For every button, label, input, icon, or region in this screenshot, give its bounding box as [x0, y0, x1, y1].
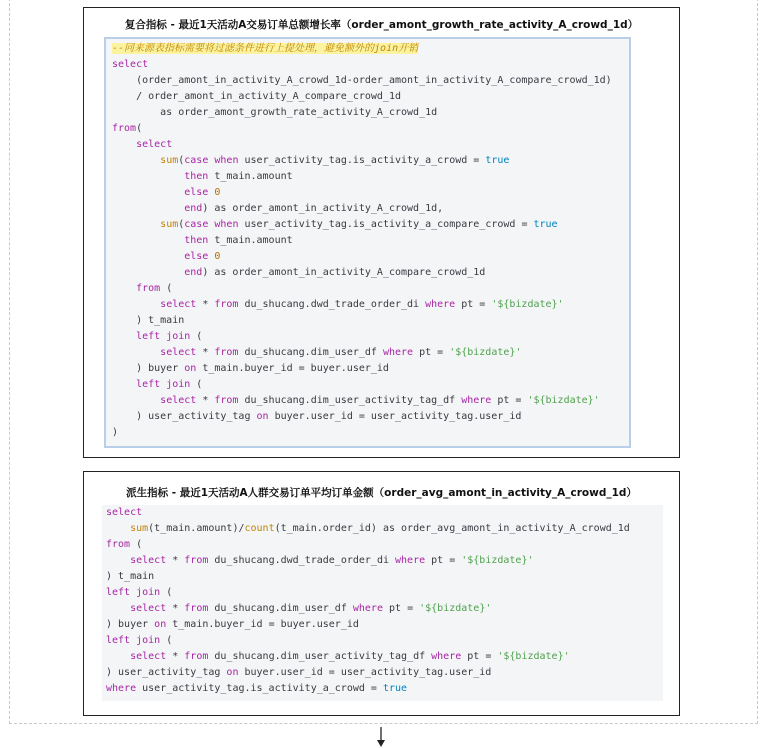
code-token: du_shucang.dim_user_df: [208, 603, 353, 614]
code-token: [112, 203, 184, 214]
code-token: *: [196, 299, 215, 310]
code-token: from: [184, 603, 209, 614]
code-token: du_shucang.dim_user_activity_tag_df: [238, 395, 462, 406]
derived-metric-title: 派生指标 - 最近1天活动A人群交易订单平均订单金额（order_avg_amont_in_activity_A_crowd_1d）: [126, 487, 637, 499]
code-token: *: [196, 347, 215, 358]
code-token: '${bizdate}': [461, 555, 534, 566]
composite-metric-title: 复合指标 - 最近1天活动A交易订单总额增长率（order_amont_growth_rate_activity_A_crowd_1d）: [124, 19, 639, 31]
code-token: end: [184, 203, 203, 214]
code-token: from: [214, 347, 239, 358]
code-token: (: [190, 379, 203, 390]
code-token: [112, 171, 184, 182]
code-token: [112, 299, 160, 310]
code-token: t_main.buyer_id = buyer.user_id: [166, 619, 359, 630]
code-token: true: [485, 155, 510, 166]
code-token: where: [425, 299, 456, 310]
code-line: [106, 505, 630, 521]
arrow-down-icon: [375, 727, 387, 748]
composite-metric-sql: [112, 41, 612, 441]
composite-metric-card: [83, 7, 680, 458]
code-token: on: [184, 363, 197, 374]
code-token: user_activity_tag.is_activity_a_crowd =: [238, 155, 486, 166]
code-token: [112, 139, 136, 150]
code-token: [112, 395, 160, 406]
code-token: [106, 603, 130, 614]
code-token: case: [184, 219, 209, 230]
code-token: (: [178, 219, 185, 230]
code-token: user_activity_tag.is_activity_a_crowd =: [136, 683, 383, 694]
code-line: [106, 665, 630, 681]
code-token: where: [382, 347, 414, 358]
code-token: select: [160, 395, 197, 406]
code-token: left join: [106, 587, 161, 598]
code-token: then: [184, 171, 209, 182]
derived-metric-code-block: [102, 505, 663, 701]
code-line: [112, 313, 612, 329]
code-token: from: [112, 123, 137, 134]
code-token: pt =: [425, 555, 462, 566]
code-token: when: [214, 155, 239, 166]
code-token: then: [184, 235, 209, 246]
code-token: end: [184, 267, 203, 278]
code-line: [106, 633, 630, 649]
code-token: buyer.user_id = user_activity_tag.user_id: [238, 667, 492, 678]
code-token: sum: [160, 155, 179, 166]
code-line: [112, 41, 612, 57]
code-token: select: [130, 555, 167, 566]
code-token: from: [184, 651, 209, 662]
code-token: ) t_main: [112, 315, 185, 326]
code-token: (: [160, 635, 173, 646]
code-line: [106, 601, 630, 617]
code-token: left join: [136, 331, 191, 342]
code-token: [112, 219, 160, 230]
code-token: 0: [214, 187, 221, 198]
code-line: [112, 233, 612, 249]
code-token: du_shucang.dwd_trade_order_di: [208, 555, 396, 566]
code-token: ) as order_amont_in_activity_A_crowd_1d,: [202, 203, 444, 214]
code-line: [112, 73, 612, 89]
code-line: [112, 185, 612, 201]
code-token: (: [130, 539, 143, 550]
code-token: du_shucang.dim_user_df: [238, 347, 383, 358]
code-token: when: [214, 219, 239, 230]
code-token: where: [431, 651, 462, 662]
code-token: select: [112, 59, 149, 70]
code-token: '${bizdate}': [491, 299, 564, 310]
code-token: (order_amont_in_activity_A_crowd_1d-order_amont_in_activity_A_compare_crowd_1d): [112, 75, 612, 86]
code-token: / order_amont_in_activity_A_compare_crowd_1d: [112, 91, 401, 102]
code-token: select: [160, 299, 197, 310]
code-token: [112, 235, 184, 246]
code-token: [112, 331, 136, 342]
code-token: where: [461, 395, 492, 406]
composite-metric-code-block: [104, 37, 631, 448]
code-line: [112, 201, 612, 217]
code-token: (t_main.order_id) as order_avg_amont_in_activity_A_crowd_1d: [274, 523, 630, 534]
code-token: from: [214, 395, 239, 406]
code-line: [112, 281, 612, 297]
code-token: [112, 155, 160, 166]
code-line: [112, 89, 612, 105]
code-token: where: [395, 555, 426, 566]
code-token: where: [106, 683, 137, 694]
code-token: [106, 651, 130, 662]
code-token: pt =: [413, 347, 450, 358]
code-token: left join: [136, 379, 191, 390]
code-token: on: [226, 667, 239, 678]
code-token: from: [184, 555, 209, 566]
code-line: [112, 425, 612, 441]
code-token: '${bizdate}': [527, 395, 600, 406]
code-token: ) buyer: [106, 619, 155, 630]
code-line: [112, 105, 612, 121]
code-token: [112, 251, 184, 262]
code-line: [112, 137, 612, 153]
code-token: (: [160, 283, 173, 294]
code-token: count: [244, 523, 275, 534]
code-token: order_amont_growth_rate_activity_A_crowd_1d: [178, 107, 438, 118]
code-token: from: [106, 539, 131, 550]
code-token: pt =: [455, 299, 492, 310]
code-token: ) buyer: [112, 363, 185, 374]
code-line: [106, 681, 630, 697]
code-token: (t_main.amount)/: [148, 523, 245, 534]
code-token: --同来源表指标需要将过滤条件进行上提处理，避免额外的join开销: [112, 43, 419, 54]
code-token: *: [166, 555, 185, 566]
code-token: where: [352, 603, 383, 614]
code-line: [106, 537, 630, 553]
code-token: from: [214, 299, 239, 310]
code-token: [112, 379, 136, 390]
code-token: '${bizdate}': [419, 603, 492, 614]
code-line: [106, 553, 630, 569]
code-token: (: [136, 123, 143, 134]
code-token: on: [256, 411, 269, 422]
code-token: true: [382, 683, 408, 694]
code-token: du_shucang.dim_user_activity_tag_df: [208, 651, 432, 662]
code-token: select: [130, 603, 167, 614]
code-token: select: [106, 507, 143, 518]
code-token: ) t_main: [106, 571, 155, 582]
code-line: [106, 569, 630, 585]
code-token: ) user_activity_tag: [106, 667, 227, 678]
code-token: buyer.user_id = user_activity_tag.user_id: [268, 411, 522, 422]
code-token: [112, 347, 160, 358]
code-token: (: [160, 587, 173, 598]
code-line: [106, 521, 630, 537]
code-token: t_main.amount: [208, 171, 293, 182]
code-token: pt =: [491, 395, 528, 406]
code-line: [112, 265, 612, 281]
code-token: sum: [130, 523, 149, 534]
code-token: ) user_activity_tag: [112, 411, 257, 422]
code-token: pt =: [461, 651, 498, 662]
code-token: *: [166, 603, 185, 614]
code-token: as: [112, 107, 179, 118]
code-token: ): [112, 427, 119, 438]
code-token: true: [533, 219, 558, 230]
code-token: [112, 187, 184, 198]
code-line: [112, 345, 612, 361]
code-token: select: [136, 139, 173, 150]
code-token: select: [160, 347, 197, 358]
code-token: *: [166, 651, 185, 662]
code-token: '${bizdate}': [449, 347, 522, 358]
code-line: [112, 393, 612, 409]
code-line: [112, 169, 612, 185]
code-line: [112, 217, 612, 233]
code-token: select: [130, 651, 167, 662]
code-token: ) as order_amont_in_activity_A_compare_crowd_1d: [202, 267, 486, 278]
code-token: du_shucang.dwd_trade_order_di: [238, 299, 426, 310]
code-line: [112, 329, 612, 345]
code-line: [112, 377, 612, 393]
code-line: [112, 121, 612, 137]
code-line: [106, 649, 630, 665]
code-token: case: [184, 155, 209, 166]
code-token: (: [178, 155, 185, 166]
code-token: 0: [214, 251, 221, 262]
code-token: user_activity_tag.is_activity_a_compare_crowd =: [238, 219, 534, 230]
code-token: [106, 555, 130, 566]
code-token: [112, 283, 136, 294]
code-token: *: [196, 395, 215, 406]
code-line: [112, 409, 612, 425]
code-token: '${bizdate}': [497, 651, 570, 662]
code-token: [112, 267, 184, 278]
code-token: left join: [106, 635, 161, 646]
code-line: [112, 297, 612, 313]
code-line: [112, 57, 612, 73]
code-line: [112, 249, 612, 265]
code-line: [112, 153, 612, 169]
code-token: t_main.amount: [208, 235, 293, 246]
code-token: sum: [160, 219, 179, 230]
code-token: from: [136, 283, 161, 294]
code-token: t_main.buyer_id = buyer.user_id: [196, 363, 389, 374]
code-line: [106, 617, 630, 633]
derived-metric-sql: [106, 505, 630, 697]
code-line: [112, 361, 612, 377]
code-token: else: [184, 187, 209, 198]
code-token: on: [154, 619, 167, 630]
code-token: else: [184, 251, 209, 262]
code-line: [106, 585, 630, 601]
derived-metric-card: [83, 471, 680, 716]
code-token: (: [190, 331, 203, 342]
code-token: pt =: [382, 603, 420, 614]
code-token: [106, 523, 130, 534]
